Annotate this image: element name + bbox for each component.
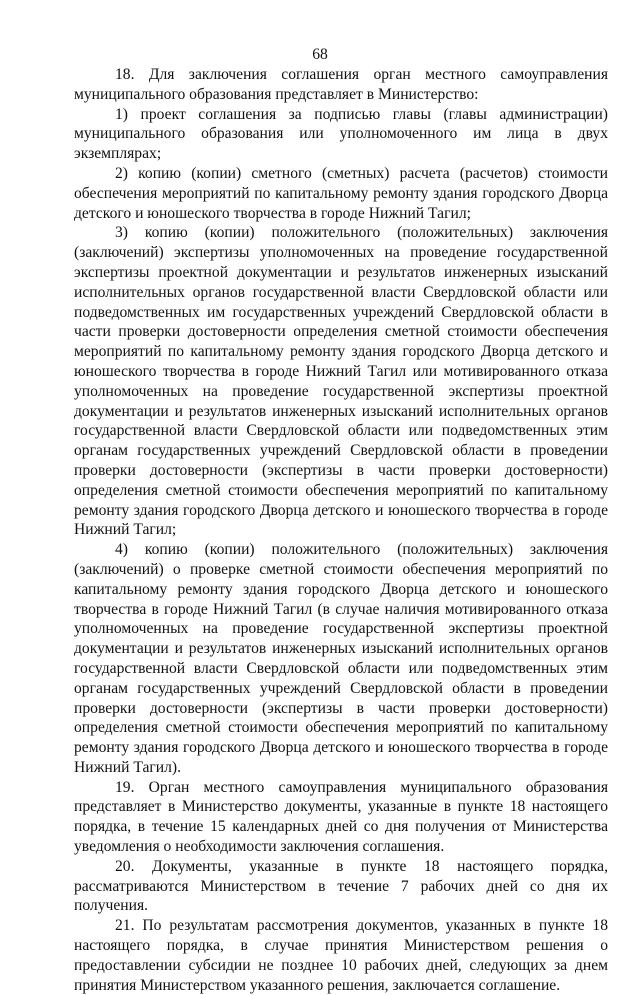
paragraph-18: 18. Для заключения соглашения орган местного самоуправления муниципального образования представляет в Министерство:	[74, 66, 608, 103]
list-item-4: 4) копию (копии) положительного (положительных) заключения (заключений) о проверке сметной стоимости обеспечения мероприятий по капитальному ремонту здания городского Дворца детского и юношеского творчества в городе Нижний Тагил (в случае наличия мотивированного отказа уполномоченных на проведение государственной экспертизы проектной документации и результатов инженерных изысканий исполнительных органов государственной власти Свердловской области или подведомственных этим органам государственных учреждений Свердловской области в проведении проверки достоверности (экспертизы в части проверки достоверности) определения сметной стоимости обеспечения мероприятий по капитальному ремонту здания городского Дворца детского и юношеского творчества в городе Нижний Тагил).	[74, 541, 608, 776]
list-item-1: 1) проект соглашения за подписью главы (главы администрации) муниципального образования или уполномоченного им лица в двух экземплярах;	[74, 105, 608, 163]
list-item-3: 3) копию (копии) положительного (положительных) заключения (заключений) экспертизы уполномоченных на проведение государственной экспертизы проектной документации и результатов инженерных изысканий исполнительных органов государственной власти Свердловской области или подведомственных им государственных учреждений Свердловской области в части проверки достоверности определения сметной стоимости обеспечения мероприятий по капитальному ремонту здания городского Дворца детского и юношеского творчества в городе Нижний Тагил или мотивированного отказа уполномоченных на проведение государственной экспертизы проектной документации и результатов инженерных изысканий исполнительных органов государственной власти Свердловской области или подведомственных этим органам государственных учреждений Свердловской области в проведении проверки достоверности (экспертизы в части проверки достоверности) определения сметной стоимости обеспечения мероприятий по капитальному ремонту здания городского Дворца детского и юношеского творчества в городе Нижний Тагил;	[74, 224, 608, 539]
list-item-2: 2) копию (копии) сметного (сметных) расчета (расчетов) стоимости обеспечения мероприятий по капитальному ремонту здания городского Дворца детского и юношеского творчества в городе Нижний Тагил;	[74, 164, 608, 222]
page-number: 68	[312, 46, 328, 63]
paragraph-19: 19. Орган местного самоуправления муниципального образования представляет в Министерство документы, указанные в пункте 18 настоящего порядка, в течение 15 календарных дней со дня получения от Министерства уведомления о необходимости заключения соглашения.	[74, 778, 608, 856]
document-body	[74, 65, 608, 995]
paragraph-21: 21. По результатам рассмотрения документов, указанных в пункте 18 настоящего порядка, в случае принятия Министерством решения о предоставлении субсидии не позднее 10 рабочих дней, следующих за днем принятия Министерством указанного решения, заключается соглашение.	[74, 917, 608, 994]
paragraph-20: 20. Документы, указанные в пункте 18 настоящего порядка, рассматриваются Министерством в течение 7 рабочих дней со дня их получения.	[74, 857, 608, 915]
